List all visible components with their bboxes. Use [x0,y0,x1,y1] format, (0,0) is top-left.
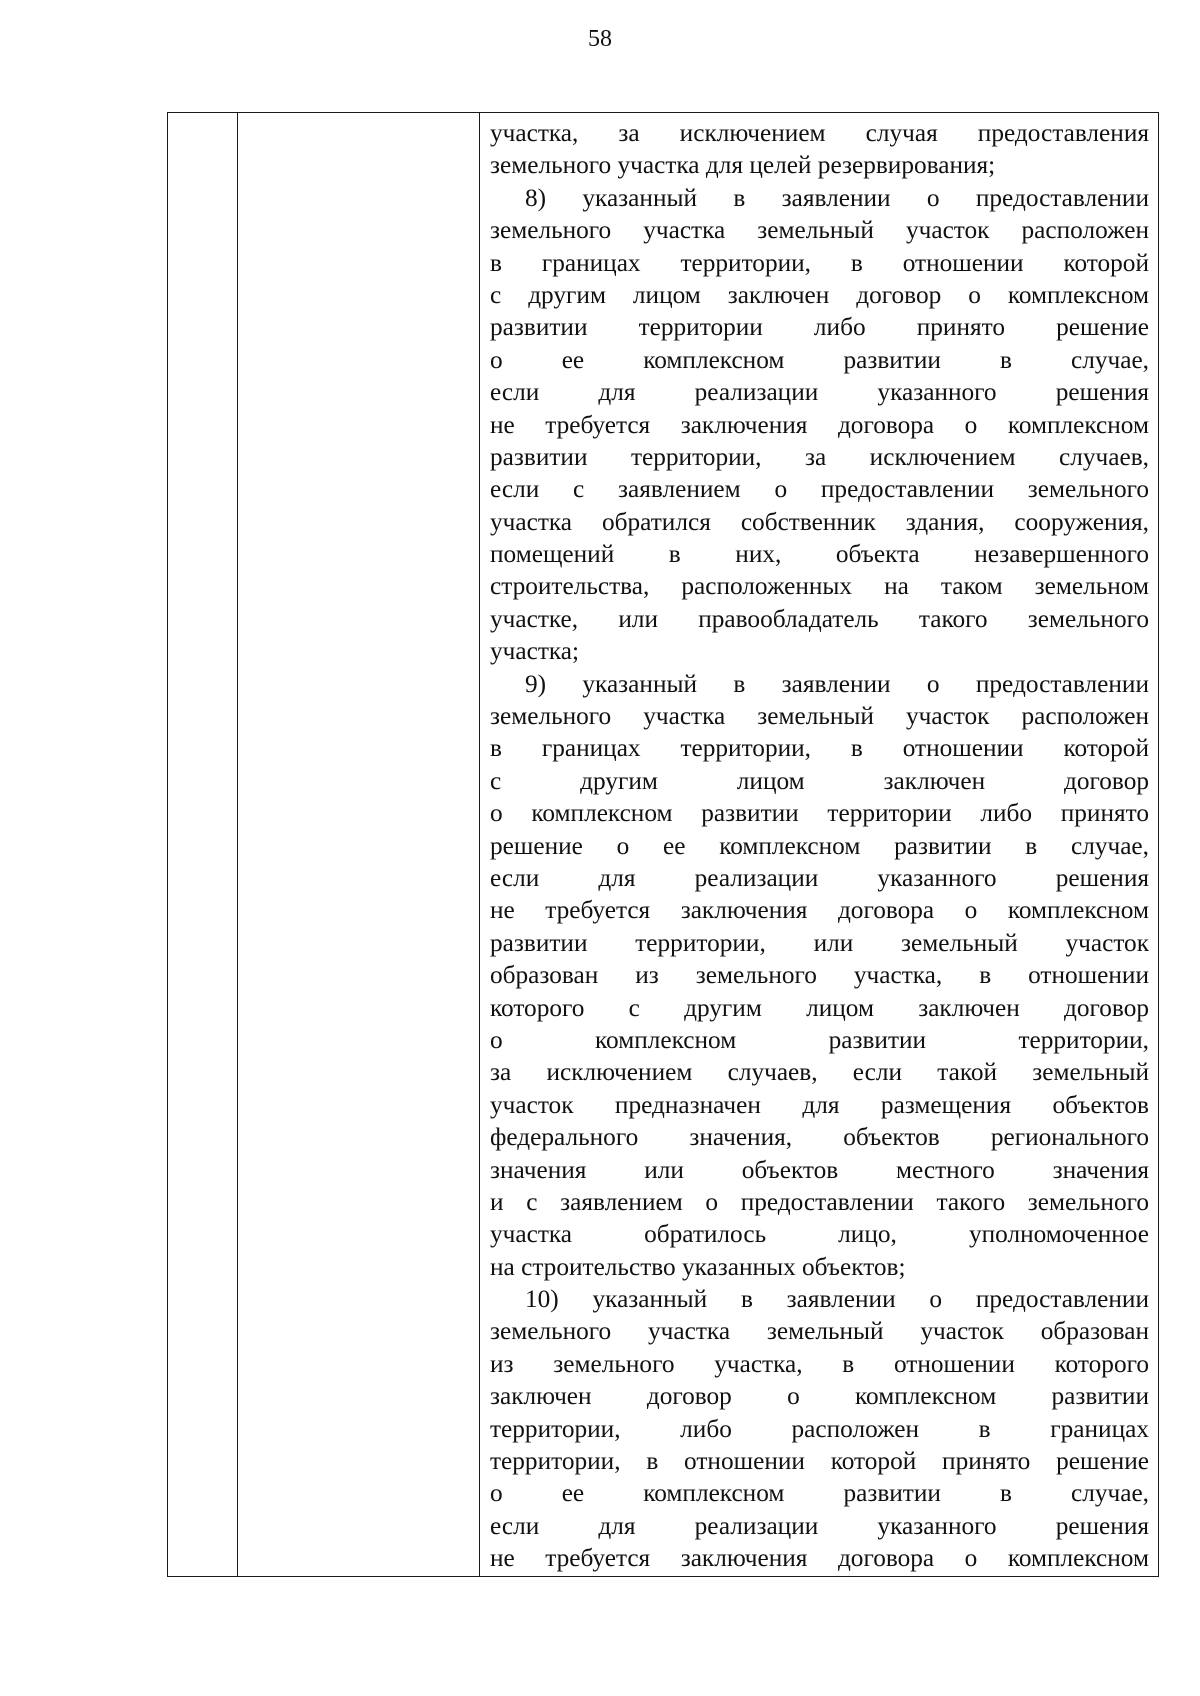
text-line: участке, или правообладатель такого земельного [490,604,1149,633]
text-line: участка; [490,637,580,666]
text-line: если для реализации указанного решения [490,863,1149,892]
text-line: если для реализации указанного решения [490,378,1149,407]
text-line: о комплексном развитии территории, [490,1025,1149,1054]
text-line: земельного участка для целей резервирования; [490,151,996,180]
text-line: о ее комплексном развитии в случае, [490,345,1149,374]
table-column-divider [479,113,480,1576]
text-line: значения или объектов местного значения [490,1155,1149,1184]
text-line: образован из земельного участка, в отношении [490,961,1149,990]
text-line: участка, за исключением случая предоставления [490,119,1149,147]
text-line: если с заявлением о предоставлении земельного [490,475,1149,504]
text-line: если для реализации указанного решения [490,1511,1149,1540]
text-line: в границах территории, в отношении которой [490,248,1149,277]
text-line: развитии территории, или земельный участок [490,928,1149,957]
text-line: с другим лицом заключен договор [490,766,1149,795]
text-line: территории, в отношении которой принято решение [490,1447,1149,1476]
text-line: не требуется заключения договора о комплексном [490,896,1149,925]
text-line: и с заявлением о предоставлении такого земельного [490,1187,1149,1216]
text-line: участка обратился собственник здания, сооружения, [490,507,1149,536]
text-line: не требуется заключения договора о комплексном [490,1544,1149,1573]
text-line: о ее комплексном развитии в случае, [490,1479,1149,1508]
table-cell-text [490,117,1149,1576]
text-line: в границах территории, в отношении которой [490,734,1149,763]
text-line: территории, либо расположен в границах [490,1414,1149,1443]
text-line: федерального значения, объектов регионального [490,1123,1149,1152]
text-line: с другим лицом заключен договор о комплексном [490,280,1149,309]
text-line: заключен договор о комплексном развитии [490,1382,1149,1411]
text-line: земельного участка земельный участок расположен [490,216,1149,245]
text-line: о комплексном развитии территории либо принято [490,799,1149,828]
page-number: 58 [588,26,612,52]
text-line: развитии территории либо принято решение [490,313,1149,342]
text-line: решение о ее комплексном развитии в случае, [490,831,1149,860]
text-line: строительства, расположенных на таком земельном [490,572,1149,601]
text-line: 8) указанный в заявлении о предоставлении [525,183,1149,212]
text-line: земельного участка земельный участок образован [490,1317,1149,1346]
text-line: за исключением случаев, если такой земельный [490,1058,1149,1087]
text-line: которого с другим лицом заключен договор [490,993,1149,1022]
text-line: участок предназначен для размещения объектов [490,1090,1149,1119]
text-line: 10) указанный в заявлении о предоставлении [525,1285,1149,1314]
text-line: из земельного участка, в отношении которого [490,1349,1149,1378]
text-line: участка обратилось лицо, уполномоченное [490,1220,1149,1249]
text-line: помещений в них, объекта незавершенного [490,540,1149,569]
document-table [167,112,1159,1577]
text-line: развитии территории, за исключением случаев, [490,442,1149,471]
text-line: 9) указанный в заявлении о предоставлении [525,669,1149,698]
table-column-divider [237,113,238,1576]
text-line: не требуется заключения договора о комплексном [490,410,1149,439]
text-line: земельного участка земельный участок расположен [490,702,1149,731]
text-line: на строительство указанных объектов; [490,1252,906,1281]
